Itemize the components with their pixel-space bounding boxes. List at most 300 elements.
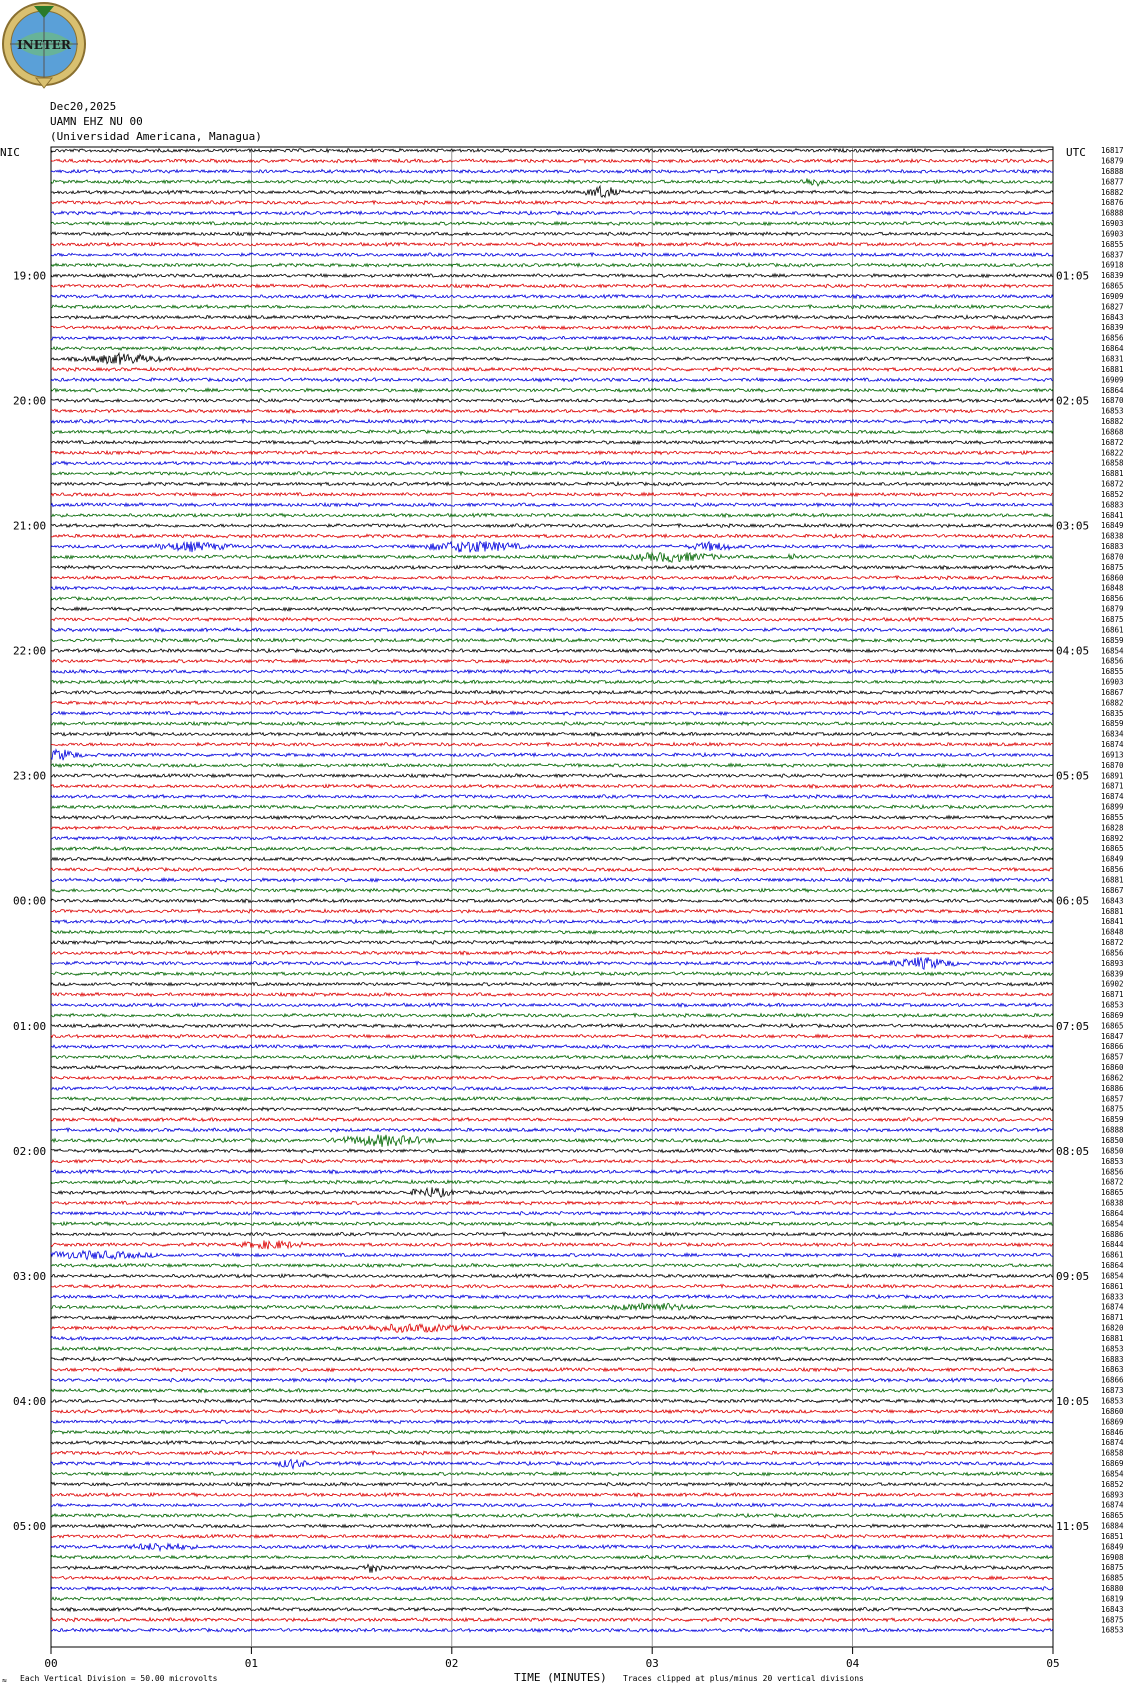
row-count-88: 16860 bbox=[1101, 1063, 1124, 1073]
trace-row-103 bbox=[51, 1222, 1053, 1226]
trace-row-78 bbox=[51, 957, 1053, 969]
trace-row-127 bbox=[51, 1472, 1053, 1476]
row-count-59: 16870 bbox=[1101, 760, 1124, 770]
row-count-84: 16865 bbox=[1101, 1021, 1124, 1031]
row-count-80: 16902 bbox=[1101, 979, 1124, 989]
trace-row-117 bbox=[51, 1368, 1053, 1372]
row-count-75: 16848 bbox=[1101, 927, 1124, 937]
row-count-101: 16838 bbox=[1101, 1198, 1124, 1208]
trace-row-51 bbox=[51, 680, 1053, 684]
trace-row-126 bbox=[51, 1459, 1053, 1468]
trace-row-100 bbox=[51, 1187, 1053, 1197]
row-count-69: 16856 bbox=[1101, 865, 1124, 875]
row-count-141: 16875 bbox=[1101, 1615, 1124, 1625]
trace-row-37 bbox=[51, 534, 1053, 538]
row-count-118: 16866 bbox=[1101, 1375, 1124, 1385]
trace-row-130 bbox=[51, 1503, 1053, 1507]
row-count-104: 16886 bbox=[1101, 1229, 1124, 1239]
row-count-29: 16822 bbox=[1101, 448, 1124, 458]
row-count-93: 16859 bbox=[1101, 1115, 1124, 1125]
row-count-87: 16857 bbox=[1101, 1052, 1124, 1062]
trace-row-13 bbox=[51, 284, 1053, 288]
date-label: Dec20,2025 bbox=[50, 100, 117, 113]
trace-row-58 bbox=[51, 750, 1053, 761]
row-count-33: 16852 bbox=[1101, 490, 1124, 499]
row-count-2: 16888 bbox=[1101, 166, 1124, 176]
trace-row-31 bbox=[51, 472, 1053, 476]
row-count-90: 16886 bbox=[1101, 1083, 1124, 1093]
trace-row-115 bbox=[51, 1347, 1053, 1351]
hour-label-left-4: 23:00 bbox=[13, 769, 47, 783]
trace-row-138 bbox=[51, 1587, 1053, 1591]
trace-row-133 bbox=[51, 1535, 1053, 1539]
trace-row-49 bbox=[51, 659, 1053, 663]
row-count-10: 16837 bbox=[1101, 250, 1124, 260]
row-count-83: 16869 bbox=[1101, 1011, 1124, 1020]
row-count-102: 16864 bbox=[1101, 1208, 1124, 1218]
row-count-23: 16864 bbox=[1101, 385, 1124, 395]
x-tick-label-2: 02 bbox=[445, 1657, 459, 1670]
row-count-91: 16857 bbox=[1101, 1094, 1124, 1104]
hour-label-left-5: 00:00 bbox=[13, 894, 47, 908]
row-count-116: 16883 bbox=[1101, 1354, 1124, 1364]
row-count-0: 16817 bbox=[1101, 146, 1124, 156]
trace-row-96 bbox=[51, 1149, 1053, 1153]
row-count-66: 16892 bbox=[1101, 833, 1124, 843]
row-count-47: 16859 bbox=[1101, 635, 1124, 645]
row-count-46: 16861 bbox=[1101, 625, 1124, 635]
x-tick-label-4: 04 bbox=[845, 1657, 860, 1670]
row-count-74: 16841 bbox=[1101, 917, 1124, 927]
trace-row-47 bbox=[51, 638, 1053, 642]
trace-row-108 bbox=[51, 1274, 1053, 1278]
row-count-138: 16880 bbox=[1101, 1584, 1124, 1594]
row-count-24: 16870 bbox=[1101, 396, 1124, 406]
row-count-20: 16831 bbox=[1101, 354, 1124, 364]
row-count-67: 16865 bbox=[1101, 844, 1124, 854]
row-count-37: 16838 bbox=[1101, 531, 1124, 541]
row-count-133: 16851 bbox=[1101, 1532, 1124, 1541]
trace-row-67 bbox=[51, 847, 1053, 851]
row-count-15: 16827 bbox=[1101, 302, 1124, 312]
row-count-27: 16868 bbox=[1101, 427, 1124, 437]
row-count-21: 16881 bbox=[1101, 364, 1124, 374]
hour-label-left-9: 04:00 bbox=[13, 1394, 47, 1408]
row-count-48: 16854 bbox=[1101, 646, 1124, 656]
row-count-40: 16875 bbox=[1101, 562, 1124, 572]
left-zone-label: NIC bbox=[0, 146, 20, 159]
trace-row-136 bbox=[51, 1564, 1053, 1572]
trace-row-62 bbox=[51, 795, 1053, 799]
row-count-4: 16882 bbox=[1101, 187, 1124, 197]
hour-label-right-6: 07:05 bbox=[1056, 1019, 1090, 1033]
trace-row-42 bbox=[51, 586, 1053, 590]
row-count-44: 16879 bbox=[1101, 604, 1124, 614]
trace-row-20 bbox=[51, 353, 1053, 364]
trace-row-68 bbox=[51, 857, 1053, 861]
trace-row-120 bbox=[51, 1399, 1053, 1403]
trace-row-122 bbox=[51, 1420, 1053, 1424]
row-count-110: 16833 bbox=[1101, 1292, 1124, 1302]
row-count-22: 16909 bbox=[1101, 375, 1124, 385]
row-count-28: 16872 bbox=[1101, 437, 1124, 447]
row-count-85: 16847 bbox=[1101, 1031, 1124, 1041]
trace-row-16 bbox=[51, 315, 1053, 319]
x-tick-label-3: 03 bbox=[645, 1657, 659, 1670]
row-count-114: 16881 bbox=[1101, 1334, 1124, 1343]
trace-row-140 bbox=[51, 1607, 1053, 1611]
trace-row-73 bbox=[51, 909, 1053, 913]
trace-row-50 bbox=[51, 670, 1053, 674]
trace-row-17 bbox=[51, 326, 1053, 330]
trace-row-129 bbox=[51, 1493, 1053, 1497]
row-count-52: 16867 bbox=[1101, 687, 1124, 697]
trace-row-137 bbox=[51, 1576, 1053, 1580]
trace-row-24 bbox=[51, 399, 1053, 403]
trace-row-18 bbox=[51, 336, 1053, 340]
trace-row-121 bbox=[51, 1410, 1053, 1414]
trace-row-125 bbox=[51, 1451, 1053, 1455]
row-count-124: 16874 bbox=[1101, 1438, 1124, 1448]
trace-row-22 bbox=[51, 378, 1053, 382]
trace-row-79 bbox=[51, 972, 1053, 976]
row-count-119: 16873 bbox=[1101, 1386, 1124, 1396]
trace-row-116 bbox=[51, 1357, 1053, 1361]
row-count-112: 16871 bbox=[1101, 1313, 1124, 1323]
trace-row-7 bbox=[51, 222, 1053, 226]
row-count-54: 16835 bbox=[1101, 708, 1124, 718]
trace-row-45 bbox=[51, 618, 1053, 622]
trace-row-8 bbox=[51, 232, 1053, 236]
x-axis-label: TIME (MINUTES) bbox=[514, 1671, 607, 1684]
trace-row-97 bbox=[51, 1159, 1053, 1163]
trace-row-56 bbox=[51, 732, 1053, 736]
trace-row-132 bbox=[51, 1524, 1053, 1528]
row-count-13: 16865 bbox=[1101, 281, 1124, 291]
trace-row-44 bbox=[51, 607, 1053, 611]
row-count-26: 16882 bbox=[1101, 417, 1124, 426]
trace-row-57 bbox=[51, 743, 1053, 747]
row-count-95: 16850 bbox=[1101, 1136, 1124, 1145]
trace-row-83 bbox=[51, 1013, 1053, 1017]
row-count-120: 16853 bbox=[1101, 1396, 1124, 1406]
trace-row-4 bbox=[51, 186, 1053, 197]
row-count-117: 16863 bbox=[1101, 1365, 1124, 1375]
row-count-81: 16871 bbox=[1101, 990, 1124, 1000]
trace-row-86 bbox=[51, 1045, 1053, 1049]
row-count-79: 16839 bbox=[1101, 969, 1124, 979]
row-count-61: 16871 bbox=[1101, 781, 1124, 791]
row-count-137: 16885 bbox=[1101, 1573, 1124, 1583]
row-count-39: 16870 bbox=[1101, 552, 1124, 562]
trace-row-32 bbox=[51, 482, 1053, 486]
trace-row-65 bbox=[51, 826, 1053, 830]
row-count-82: 16853 bbox=[1101, 1000, 1124, 1010]
trace-row-128 bbox=[51, 1482, 1053, 1486]
trace-rows bbox=[51, 149, 1053, 1632]
row-count-32: 16872 bbox=[1101, 479, 1124, 489]
trace-row-34 bbox=[51, 503, 1053, 507]
x-axis-ticks bbox=[44, 1647, 1059, 1670]
row-count-130: 16874 bbox=[1101, 1500, 1124, 1510]
row-count-97: 16853 bbox=[1101, 1156, 1124, 1166]
trace-row-53 bbox=[51, 701, 1053, 705]
hour-label-right-8: 09:05 bbox=[1056, 1269, 1090, 1283]
row-count-70: 16881 bbox=[1101, 875, 1124, 885]
trace-row-26 bbox=[51, 420, 1053, 424]
x-tick-label-1: 01 bbox=[244, 1657, 259, 1670]
trace-row-46 bbox=[51, 628, 1053, 632]
trace-row-119 bbox=[51, 1389, 1053, 1393]
trace-row-33 bbox=[51, 493, 1053, 497]
row-count-3: 16877 bbox=[1101, 177, 1124, 187]
trace-row-61 bbox=[51, 784, 1053, 788]
row-count-78: 16893 bbox=[1101, 958, 1124, 968]
trace-row-124 bbox=[51, 1441, 1053, 1445]
hour-label-left-6: 01:00 bbox=[13, 1019, 47, 1033]
trace-row-38 bbox=[51, 541, 1053, 552]
row-count-126: 16869 bbox=[1101, 1459, 1124, 1468]
hour-label-left-8: 03:00 bbox=[13, 1269, 47, 1283]
trace-row-52 bbox=[51, 690, 1053, 694]
trace-row-15 bbox=[51, 305, 1053, 309]
hour-label-left-0: 19:00 bbox=[13, 269, 47, 283]
row-count-113: 16820 bbox=[1101, 1323, 1124, 1333]
trace-row-40 bbox=[51, 565, 1053, 569]
row-count-34: 16883 bbox=[1101, 500, 1124, 510]
row-count-111: 16874 bbox=[1101, 1302, 1124, 1312]
trace-row-99 bbox=[51, 1180, 1053, 1184]
trace-row-131 bbox=[51, 1514, 1053, 1518]
trace-row-110 bbox=[51, 1295, 1053, 1299]
trace-row-55 bbox=[51, 722, 1053, 726]
trace-row-70 bbox=[51, 878, 1053, 882]
logo-text: INETER bbox=[17, 38, 71, 52]
trace-row-72 bbox=[51, 899, 1053, 903]
trace-row-139 bbox=[51, 1597, 1053, 1601]
row-count-115: 16853 bbox=[1101, 1344, 1124, 1354]
row-count-55: 16859 bbox=[1101, 719, 1124, 729]
row-count-5: 16876 bbox=[1101, 198, 1124, 208]
row-count-58: 16913 bbox=[1101, 750, 1124, 760]
trace-row-123 bbox=[51, 1430, 1053, 1434]
trace-row-54 bbox=[51, 711, 1053, 715]
row-count-57: 16874 bbox=[1101, 740, 1124, 749]
row-count-96: 16850 bbox=[1101, 1146, 1124, 1156]
trace-row-29 bbox=[51, 451, 1053, 455]
trace-row-113 bbox=[51, 1324, 1053, 1332]
row-count-38: 16883 bbox=[1101, 542, 1124, 552]
row-count-56: 16834 bbox=[1101, 729, 1124, 739]
trace-row-0 bbox=[51, 149, 1053, 153]
row-count-62: 16874 bbox=[1101, 792, 1124, 802]
trace-row-74 bbox=[51, 920, 1053, 924]
trace-row-3 bbox=[51, 178, 1053, 185]
trace-row-106 bbox=[51, 1251, 1053, 1260]
trace-row-12 bbox=[51, 274, 1053, 278]
row-count-107: 16864 bbox=[1101, 1261, 1124, 1270]
row-count-99: 16872 bbox=[1101, 1177, 1124, 1187]
row-count-53: 16882 bbox=[1101, 698, 1124, 708]
trace-row-76 bbox=[51, 941, 1053, 945]
trace-row-59 bbox=[51, 764, 1053, 768]
row-count-65: 16828 bbox=[1101, 823, 1124, 833]
row-count-72: 16843 bbox=[1101, 896, 1124, 906]
trace-row-91 bbox=[51, 1097, 1053, 1101]
row-count-122: 16869 bbox=[1101, 1417, 1124, 1427]
trace-row-89 bbox=[51, 1076, 1053, 1080]
trace-row-118 bbox=[51, 1378, 1053, 1382]
trace-row-93 bbox=[51, 1118, 1053, 1122]
trace-row-14 bbox=[51, 295, 1053, 299]
row-count-25: 16853 bbox=[1101, 406, 1124, 416]
trace-row-10 bbox=[51, 253, 1053, 257]
row-count-1: 16879 bbox=[1101, 156, 1124, 166]
row-count-35: 16841 bbox=[1101, 510, 1124, 520]
minute-gridlines bbox=[251, 147, 852, 1647]
location-label: (Universidad Americana, Managua) bbox=[50, 130, 262, 143]
row-count-128: 16852 bbox=[1101, 1479, 1124, 1489]
row-count-76: 16872 bbox=[1101, 938, 1124, 947]
trace-row-105 bbox=[51, 1240, 1053, 1249]
trace-row-104 bbox=[51, 1232, 1053, 1236]
hour-label-right-10: 11:05 bbox=[1056, 1519, 1090, 1533]
row-count-64: 16855 bbox=[1101, 813, 1124, 822]
hour-label-left-7: 02:00 bbox=[13, 1144, 47, 1158]
row-count-127: 16854 bbox=[1101, 1469, 1124, 1479]
row-count-71: 16867 bbox=[1101, 885, 1124, 895]
row-count-18: 16856 bbox=[1101, 333, 1124, 343]
trace-row-6 bbox=[51, 211, 1053, 215]
row-count-86: 16866 bbox=[1101, 1042, 1124, 1052]
row-count-129: 16893 bbox=[1101, 1490, 1124, 1500]
trace-row-134 bbox=[51, 1543, 1053, 1550]
row-count-68: 16849 bbox=[1101, 854, 1124, 864]
footer-mark: ≈ bbox=[2, 1676, 7, 1685]
row-count-16: 16843 bbox=[1101, 312, 1124, 322]
trace-row-84 bbox=[51, 1024, 1053, 1028]
trace-row-75 bbox=[51, 930, 1053, 934]
hour-label-right-4: 05:05 bbox=[1056, 769, 1090, 783]
trace-row-142 bbox=[51, 1628, 1053, 1632]
row-count-132: 16884 bbox=[1101, 1521, 1124, 1531]
trace-row-5 bbox=[51, 201, 1053, 205]
trace-row-98 bbox=[51, 1170, 1053, 1174]
trace-row-109 bbox=[51, 1284, 1053, 1288]
row-count-36: 16849 bbox=[1101, 521, 1124, 531]
trace-row-111 bbox=[51, 1303, 1053, 1310]
row-count-73: 16881 bbox=[1101, 906, 1124, 916]
trace-row-27 bbox=[51, 430, 1053, 434]
hour-label-left-10: 05:00 bbox=[13, 1519, 47, 1533]
hour-label-left-2: 21:00 bbox=[13, 519, 47, 533]
trace-row-9 bbox=[51, 242, 1053, 246]
row-count-42: 16848 bbox=[1101, 583, 1124, 593]
ineter-logo bbox=[3, 3, 85, 88]
trace-row-135 bbox=[51, 1555, 1053, 1559]
row-count-125: 16858 bbox=[1101, 1448, 1124, 1458]
trace-row-77 bbox=[51, 951, 1053, 955]
trace-row-39 bbox=[51, 552, 1053, 562]
hour-label-right-1: 02:05 bbox=[1056, 394, 1090, 408]
trace-row-2 bbox=[51, 170, 1053, 174]
trace-row-11 bbox=[51, 263, 1053, 267]
trace-row-41 bbox=[51, 576, 1053, 580]
trace-row-60 bbox=[51, 774, 1053, 778]
row-count-123: 16846 bbox=[1101, 1427, 1124, 1437]
trace-row-107 bbox=[51, 1264, 1053, 1268]
row-count-98: 16856 bbox=[1101, 1167, 1124, 1177]
row-count-131: 16865 bbox=[1101, 1511, 1124, 1521]
hour-label-right-2: 03:05 bbox=[1056, 519, 1090, 533]
hour-label-left-3: 22:00 bbox=[13, 644, 47, 658]
scale-note: Each Vertical Division = 50.00 microvolts bbox=[20, 1674, 218, 1683]
station-label: UAMN EHZ NU 00 bbox=[50, 115, 143, 128]
row-count-14: 16909 bbox=[1101, 292, 1124, 301]
trace-row-63 bbox=[51, 805, 1053, 809]
trace-row-19 bbox=[51, 347, 1053, 351]
row-count-103: 16854 bbox=[1101, 1219, 1124, 1229]
hour-label-left-1: 20:00 bbox=[13, 394, 47, 408]
row-count-19: 16864 bbox=[1101, 344, 1124, 354]
trace-row-25 bbox=[51, 409, 1053, 413]
trace-row-81 bbox=[51, 993, 1053, 997]
row-count-142: 16853 bbox=[1101, 1625, 1124, 1635]
hour-label-right-0: 01:05 bbox=[1056, 269, 1090, 283]
row-count-43: 16856 bbox=[1101, 594, 1124, 604]
trace-row-28 bbox=[51, 440, 1053, 444]
trace-row-88 bbox=[51, 1066, 1053, 1070]
row-count-63: 16899 bbox=[1101, 802, 1124, 812]
row-count-12: 16839 bbox=[1101, 271, 1124, 281]
row-count-89: 16862 bbox=[1101, 1073, 1124, 1083]
trace-row-23 bbox=[51, 388, 1053, 392]
row-count-8: 16903 bbox=[1101, 229, 1124, 239]
row-count-139: 16819 bbox=[1101, 1594, 1124, 1604]
trace-row-94 bbox=[51, 1128, 1053, 1132]
row-count-45: 16875 bbox=[1101, 615, 1124, 624]
trace-row-95 bbox=[51, 1135, 1053, 1147]
row-count-92: 16875 bbox=[1101, 1104, 1124, 1114]
row-count-labels bbox=[1101, 146, 1124, 1635]
trace-row-101 bbox=[51, 1201, 1053, 1205]
row-count-41: 16860 bbox=[1101, 573, 1124, 583]
hour-label-right-5: 06:05 bbox=[1056, 894, 1090, 908]
row-count-105: 16844 bbox=[1101, 1240, 1124, 1250]
row-count-94: 16888 bbox=[1101, 1125, 1124, 1135]
row-count-136: 16875 bbox=[1101, 1563, 1124, 1573]
hour-label-right-9: 10:05 bbox=[1056, 1394, 1090, 1408]
row-count-30: 16858 bbox=[1101, 458, 1124, 468]
row-count-140: 16843 bbox=[1101, 1604, 1124, 1614]
row-count-7: 16903 bbox=[1101, 219, 1124, 228]
trace-row-85 bbox=[51, 1034, 1053, 1038]
trace-row-48 bbox=[51, 649, 1053, 653]
trace-row-36 bbox=[51, 524, 1053, 528]
row-count-31: 16881 bbox=[1101, 469, 1124, 479]
trace-row-43 bbox=[51, 597, 1053, 601]
row-count-135: 16908 bbox=[1101, 1552, 1124, 1562]
right-zone-label: UTC bbox=[1066, 146, 1086, 159]
clip-note: Traces clipped at plus/minus 20 vertical divisions bbox=[623, 1674, 864, 1683]
trace-row-87 bbox=[51, 1055, 1053, 1059]
trace-row-82 bbox=[51, 1003, 1053, 1007]
row-count-49: 16856 bbox=[1101, 656, 1124, 666]
trace-row-102 bbox=[51, 1212, 1053, 1216]
row-count-9: 16855 bbox=[1101, 239, 1124, 249]
trace-row-141 bbox=[51, 1618, 1053, 1622]
row-count-108: 16854 bbox=[1101, 1271, 1124, 1281]
